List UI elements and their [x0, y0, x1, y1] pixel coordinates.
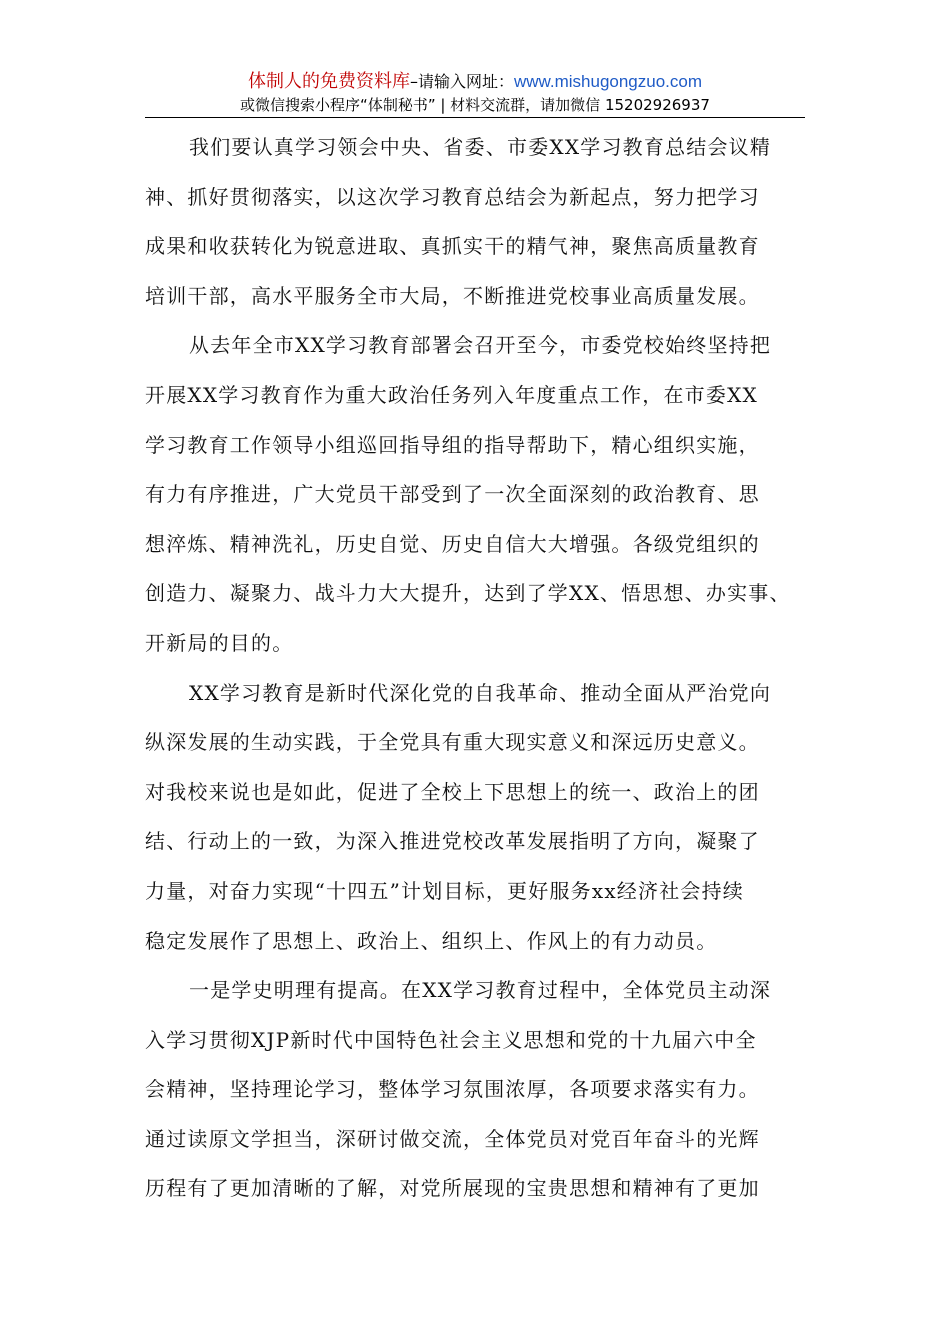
body-line: 有力有序推进，广大党员干部受到了一次全面深刻的政治教育、思: [145, 482, 760, 507]
header-divider: [145, 117, 805, 118]
header-brand: 体制人的免费资料库: [247, 71, 410, 92]
body-line: 通过读原文学担当，深研讨做交流，全体党员对党百年奋斗的光辉: [145, 1126, 760, 1151]
body-line: 我们要认真学习领会中央、省委、市委XX学习教育总结会议精: [189, 135, 772, 159]
body-line: 想淬炼、精神洗礼，历史自觉、历史自信大大增强。各级党组织的: [145, 531, 760, 556]
body-line: 开新局的目的。: [145, 630, 294, 655]
body-line: 力量，对奋力实现“十四五”计划目标，更好服务xx经济社会持续: [145, 878, 745, 903]
body-line: 学习教育工作领导小组巡回指导组的指导帮助下，精心组织实施，: [145, 432, 760, 457]
header-line-2: 或微信搜索小程序“体制秘书” | 材料交流群，请加微信 15202926937: [240, 96, 710, 114]
body-line: 对我校来说也是如此，促进了全校上下思想上的统一、政治上的团: [145, 779, 760, 804]
body-line: 结、行动上的一致，为深入推进党校改革发展指明了方向，凝聚了: [145, 829, 760, 854]
body-line: 稳定发展作了思想上、政治上、组织上、作风上的有力动员。: [145, 928, 718, 953]
header-url-link[interactable]: www.mishugongzuo.com: [513, 72, 703, 91]
body-line: 纵深发展的生动实践，于全党具有重大现实意义和深远历史意义。: [145, 730, 760, 755]
body-line: 成果和收获转化为锐意进取、真抓实干的精气神，聚焦高质量教育: [145, 234, 760, 259]
body-line: 开展XX学习教育作为重大政治任务列入年度重点工作，在市委XX: [145, 382, 758, 407]
body-line: XX学习教育是新时代深化党的自我革命、推动全面从严治党向: [189, 680, 772, 705]
body-line: 一是学史明理有提高。在XX学习教育过程中，全体党员主动深: [189, 978, 772, 1003]
body-line: 历程有了更加清晰的了解，对党所展现的宝贵思想和精神有了更加: [145, 1176, 760, 1201]
body-line: 培训干部，高水平服务全市大局，不断推进党校事业高质量发展。: [145, 283, 760, 308]
document-body: [145, 123, 805, 1214]
header-prompt: –请输入网址：: [409, 72, 514, 91]
header-line-1: [145, 72, 805, 92]
page-header: [145, 72, 805, 116]
body-line: 入学习贯彻XJP新时代中国特色社会主义思想和党的十九届六中全: [145, 1027, 757, 1052]
body-line: 会精神，坚持理论学习，整体学习氛围浓厚，各项要求落实有力。: [145, 1077, 760, 1102]
body-line: 创造力、凝聚力、战斗力大大提升，达到了学XX、悟思想、办实事、: [145, 581, 791, 606]
body-line: 神、抓好贯彻落实，以这次学习教育总结会为新起点，努力把学习: [145, 184, 760, 209]
body-line: 从去年全市XX学习教育部署会召开至今，市委党校始终坚持把: [189, 333, 772, 358]
